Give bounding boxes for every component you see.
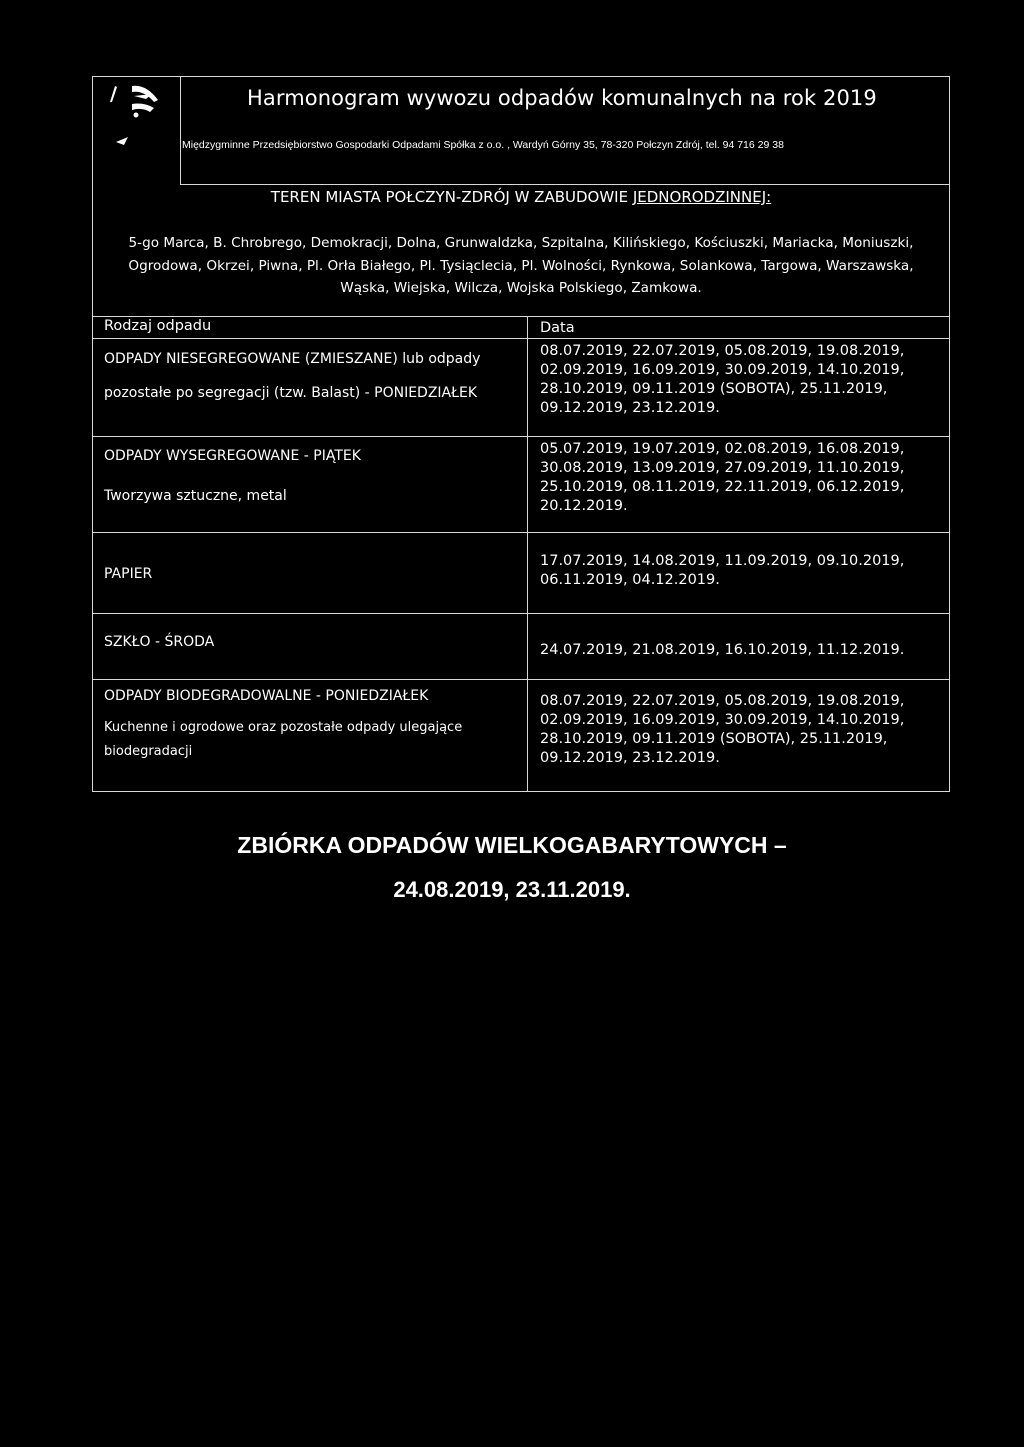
pickup-dates-bio: 08.07.2019, 22.07.2019, 05.08.2019, 19.08.2019, 02.09.2019, 16.09.2019, 30.09.2019, 14.10.2019, 28.10.2019, 09.11.2019 (SOBOTA), 25.11.2019, 09.12.2019, 23.12.2019. (540, 693, 905, 766)
waste-type-sublabel: biodegradacji (104, 744, 193, 759)
row2-divider (92, 532, 950, 533)
waste-type-glass (104, 630, 214, 654)
streets-divider (92, 316, 950, 317)
waste-type-sublabel: Kuchenne i ogrodowe oraz pozostałe odpady ulegające (104, 720, 463, 735)
header-left-rule (180, 76, 181, 184)
waste-type-label: PAPIER (104, 566, 153, 582)
waste-type-sorted (104, 444, 361, 508)
bulky-waste-heading: ZBIÓRKA ODPADÓW WIELKOGABARYTOWYCH – (237, 832, 787, 858)
area-heading-prefix: TEREN MIASTA POŁCZYN-ZDRÓJ W ZABUDOWIE (270, 188, 633, 206)
column-divider (527, 316, 528, 792)
company-info: Międzygminne Przedsiębiorstwo Gospodarki Odpadami Spółka z o.o. , Wardyń Górny 35, 78-320 Połczyn Zdrój, tel. 94 716 29 38 (182, 139, 784, 151)
waste-type-bio (104, 684, 462, 764)
table-head-divider (92, 338, 950, 339)
street-list-line: 5-go Marca, B. Chrobrego, Demokracji, Dolna, Grunwaldzka, Szpitalna, Kilińskiego, Kościuszki, Mariacka, Moniuszki, (128, 235, 914, 251)
column-header-type: Rodzaj odpadu (104, 318, 212, 334)
waste-type-label: ODPADY BIODEGRADOWALNE - PONIEDZIAŁEK (104, 688, 429, 704)
street-list-line: Ogrodowa, Okrzei, Piwna, Pl. Orła Białego, Pl. Tysiąclecia, Pl. Wolności, Rynkowa, Solankowa, Targowa, Warszawska, (128, 257, 914, 274)
pickup-dates-glass: 24.07.2019, 21.08.2019, 16.10.2019, 11.12.2019. (540, 642, 905, 658)
header-divider (180, 184, 950, 185)
row1-divider (92, 436, 950, 437)
waste-type-label: SZKŁO - ŚRODA (104, 634, 215, 650)
street-list-line: Wąska, Wiejska, Wilcza, Wojska Polskiego, Zamkowa. (340, 280, 702, 296)
pickup-dates-paper: 17.07.2019, 14.08.2019, 11.09.2019, 09.10.2019, 06.11.2019, 04.12.2019. (540, 553, 905, 588)
page-title: Harmonogram wywozu odpadów komunalnych na rok 2019 (247, 86, 877, 110)
waste-type-label: pozostałe po segregacji (tzw. Balast) - PONIEDZIAŁEK (104, 385, 478, 401)
pickup-dates-mixed: 08.07.2019, 22.07.2019, 05.08.2019, 19.08.2019, 02.09.2019, 16.09.2019, 30.09.2019, 14.10.2019, 28.10.2019, 09.11.2019 (SOBOTA), 25.11.2019, 09.12.2019, 23.12.2019. (540, 343, 905, 416)
area-heading-underlined: JEDNORODZINNEJ: (632, 188, 772, 206)
waste-type-mixed (104, 347, 480, 405)
pickup-dates-sorted: 05.07.2019, 19.07.2019, 02.08.2019, 16.08.2019, 30.08.2019, 13.09.2019, 27.09.2019, 11.10.2019, 25.10.2019, 08.11.2019, 22.11.2019, 06.12.2019, 20.12.2019. (540, 441, 905, 514)
bulky-waste-dates: 24.08.2019, 23.11.2019. (393, 877, 631, 902)
waste-type-label: ODPADY NIESEGREGOWANE (ZMIESZANE) lub odpady (104, 351, 481, 367)
waste-type-paper (104, 562, 152, 586)
company-logo-icon (106, 82, 178, 152)
row4-divider (92, 679, 950, 680)
column-header-date: Data (540, 320, 575, 336)
area-heading (92, 188, 950, 206)
row3-divider (92, 613, 950, 614)
waste-type-sublabel: Tworzywa sztuczne, metal (104, 488, 287, 504)
street-list (100, 232, 942, 300)
waste-type-label: ODPADY WYSEGREGOWANE - PIĄTEK (104, 448, 361, 464)
